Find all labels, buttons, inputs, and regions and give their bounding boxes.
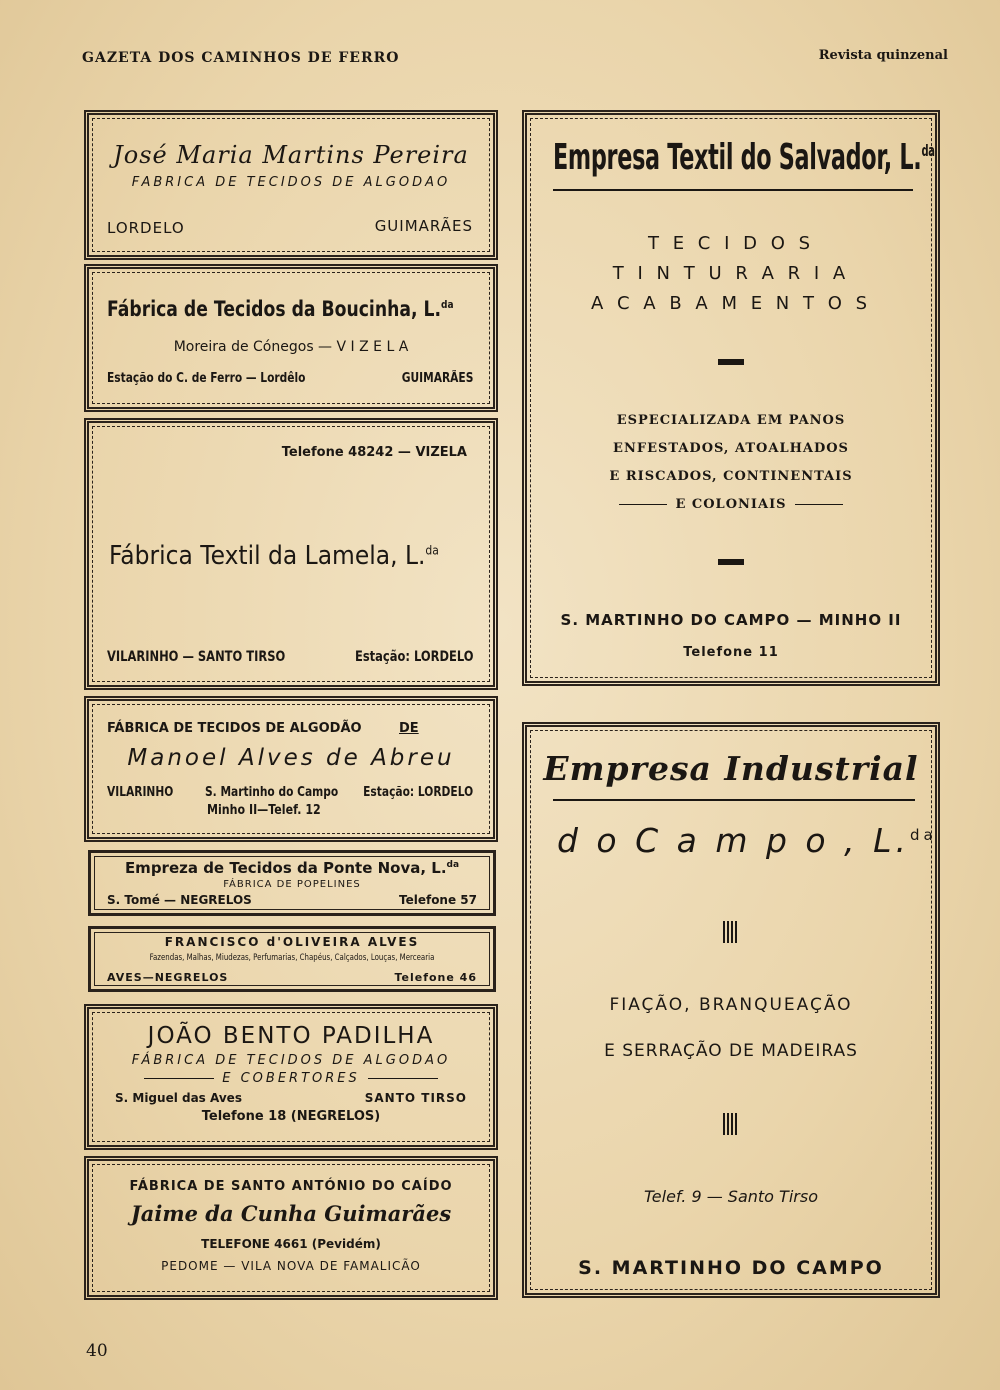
ad-ponte-left: S. Tomé — NEGRELOS: [107, 893, 252, 907]
ad-francisco-oliveira-alves: [88, 926, 496, 992]
ad-ponte-desc: FÁBRICA DE POPELINES: [223, 879, 361, 890]
ad-salvador-s1: ESPECIALIZADA EM PANOS: [616, 413, 846, 428]
ad-industrial-place: S. MARTINHO DO CAMPO: [578, 1257, 884, 1279]
ad-santo-place: PEDOME — VILA NOVA DE FAMALICÃO: [161, 1259, 421, 1273]
ad-manoel-top-right: DE: [399, 721, 419, 736]
ad-salvador-dash-1: [527, 359, 935, 365]
ad-manoel-name: Manoel Alves de Abreu: [127, 745, 455, 771]
ad-joao-bento-padilha: [84, 1004, 498, 1150]
ad-francisco-desc: Fazendas, Malhas, Miudezas, Perfumarias, Chapéus, Calçados, Louças, Mercearia: [149, 953, 435, 963]
ad-jose-left: LORDELO: [107, 219, 185, 237]
ad-ponte-right: Telefone 57: [398, 893, 477, 907]
ad-empresa-textil-do-salvador: [522, 110, 940, 686]
ad-salvador-dash-2: [527, 559, 935, 565]
page-header-title: GAZETA DOS CAMINHOS DE FERRO: [82, 50, 400, 66]
ad-santo-antonio-do-caido: [84, 1156, 498, 1300]
ad-industrial-ticks-2: [527, 1113, 935, 1135]
ad-boucinha-name: Fábrica de Tecidos da Boucinha, L.$^{da}$: [107, 297, 454, 321]
ad-santo-top: FÁBRICA DE SANTO ANTÓNIO DO CAÍDO: [129, 1179, 453, 1194]
ad-lamela-name: Fábrica Textil da Lamela, L.$^{da}$: [109, 541, 439, 571]
ad-jose-right: GUIMARÃES: [374, 217, 473, 235]
ad-boucinha-place: Moreira de Cónegos — V I Z E L A: [173, 339, 409, 355]
page-number: 40: [86, 1341, 108, 1361]
ad-lamela-phone: Telefone 48242 — VIZELA: [281, 445, 467, 460]
ad-joao-right: SANTO TIRSO: [364, 1091, 467, 1105]
ad-joao-name: JOÃO BENTO PADILHA: [147, 1023, 435, 1049]
ad-manoel-alves-de-abreu: [84, 696, 498, 842]
ad-salvador-s4: E COLONIAIS: [527, 497, 935, 512]
ad-joao-desc2: E COBERTORES: [89, 1071, 493, 1086]
ad-salvador-s3: E RISCADOS, CONTINENTAIS: [609, 469, 853, 484]
ad-santo-phone: TELEFONE 4661 (Pevidém): [201, 1237, 381, 1251]
ad-jose-desc: FABRICA DE TECIDOS DE ALGODAO: [131, 175, 451, 190]
ad-joao-left: S. Miguel das Aves: [115, 1091, 242, 1105]
ad-industrial-phone: Telef. 9 — Santo Tirso: [644, 1187, 818, 1206]
ad-boucinha-left: Estação do C. de Ferro — Lordêlo: [107, 371, 306, 386]
ad-jose-maria-martins-pereira: [84, 110, 498, 260]
ad-manoel-left: VILARINHO: [107, 785, 174, 800]
ad-santo-name: Jaime da Cunha Guimarães: [130, 1201, 452, 1226]
ad-jose-name: José Maria Martins Pereira: [113, 141, 469, 169]
ad-lamela-left: VILARINHO — SANTO TIRSO: [107, 649, 286, 665]
ad-industrial-name2: d o C a m p o , L.$^{da}$: [557, 821, 937, 860]
ad-salvador-s2: ENFESTADOS, ATOALHADOS: [613, 441, 849, 456]
ad-salvador-place: S. MARTINHO DO CAMPO — MINHO II: [560, 611, 902, 629]
ad-lamela-right: Estação: LORDELO: [354, 649, 473, 665]
ad-industrial-ticks-1: [527, 921, 935, 943]
ad-salvador-phone: Telefone 11: [683, 645, 779, 660]
ad-industrial-underline: [553, 799, 915, 801]
ad-manoel-top: FÁBRICA DE TECIDOS DE ALGODÃO: [107, 721, 362, 736]
ad-empresa-industrial-do-campo: [522, 722, 940, 1298]
page-header-subtitle: Revista quinzenal: [818, 48, 948, 63]
ad-ponte-name: Empreza de Tecidos da Ponte Nova, L.$^{da}$: [124, 859, 460, 877]
ad-industrial-l1: FIAÇÃO, BRANQUEAÇÃO: [609, 995, 853, 1015]
ad-francisco-left: AVES—NEGRELOS: [107, 971, 229, 984]
ad-ponte-nova: [88, 850, 496, 916]
ad-boucinha-right: GUIMARÃES: [401, 371, 473, 386]
ad-industrial-name1: Empresa Industrial: [543, 749, 919, 788]
ad-salvador-l2: T I N T U R A R I A: [612, 263, 850, 284]
ad-manoel-mid: S. Martinho do Campo: [205, 785, 339, 800]
ad-francisco-name: FRANCISCO d'OLIVEIRA ALVES: [164, 935, 420, 949]
ad-salvador-name: Empresa Textil do Salvador, L.$^{da}$: [553, 137, 935, 178]
ad-salvador-l3: A C A B A M E N T O S: [590, 293, 872, 314]
ad-francisco-right: Telefone 46: [394, 971, 477, 984]
ad-manoel-right: Estação: LORDELO: [362, 785, 473, 800]
ad-salvador-l1: T E C I D O S: [647, 233, 815, 254]
ad-industrial-l2: E SERRAÇÃO DE MADEIRAS: [604, 1041, 858, 1061]
ad-joao-phone: Telefone 18 (NEGRELOS): [201, 1109, 381, 1124]
ad-lamela: [84, 418, 498, 690]
ad-boucinha: [84, 264, 498, 412]
ad-salvador-underline: [553, 189, 913, 191]
ad-joao-desc1: FÁBRICA DE TECIDOS DE ALGODAO: [131, 1053, 451, 1068]
ad-manoel-mid2: Minho II—Telef. 12: [207, 803, 321, 818]
